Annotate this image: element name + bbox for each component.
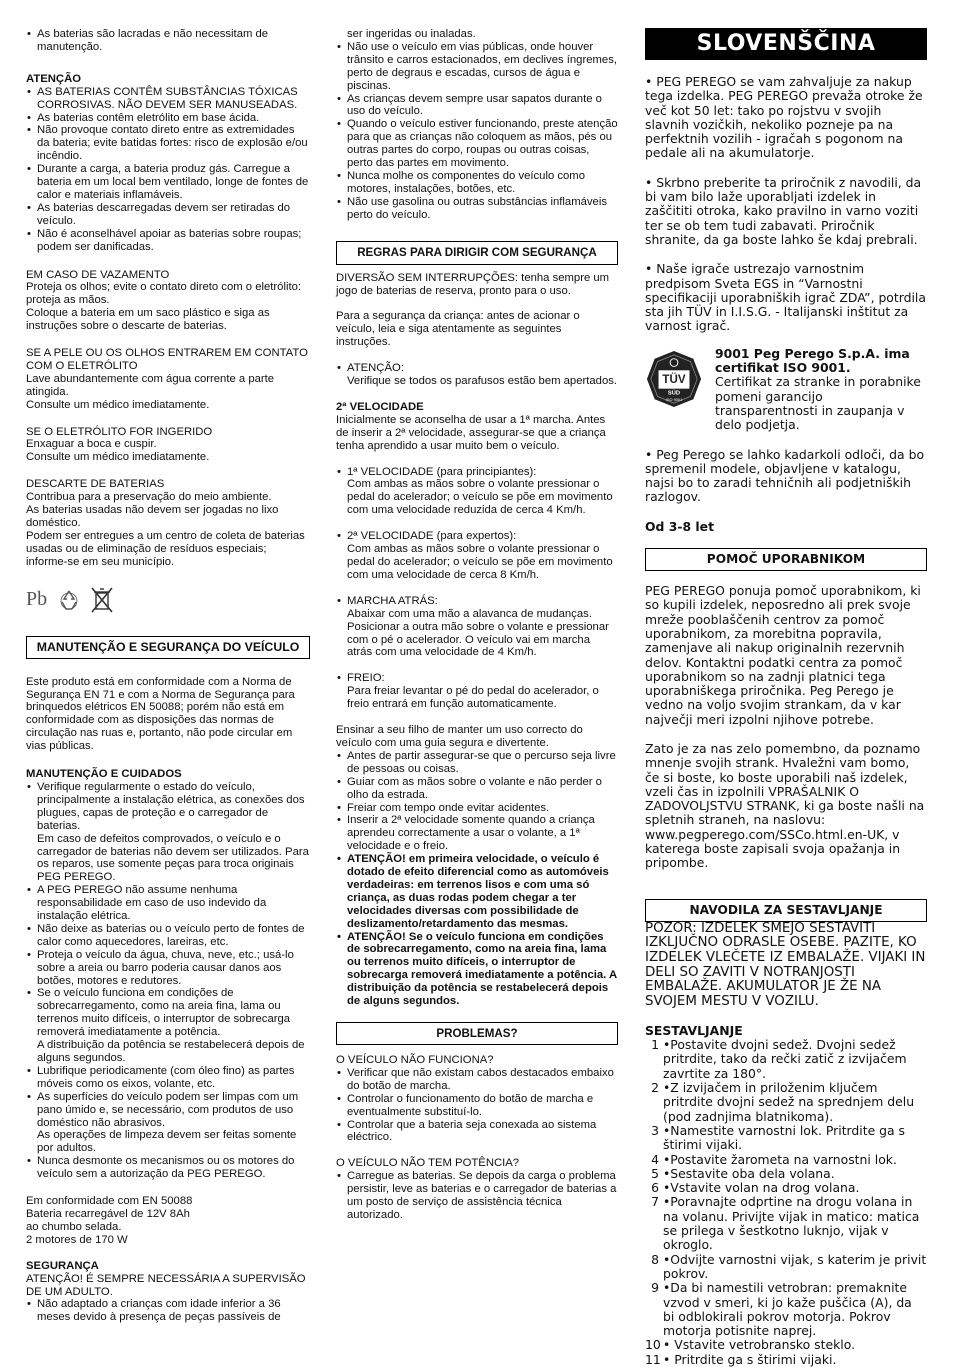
seguranca-list — [26, 1298, 310, 1324]
list-item: • 1ª VELOCIDADE (para principiantes): Com ambas as mãos sobre o volante pressionar o pedal do acelerador; o veículo se põe em movimento com uma velocidade reduzida de cerca 4 Km/h. — [336, 466, 618, 518]
assembly-step: 4 •Postavite žarometa na varnostni lok. — [645, 1153, 927, 1167]
pb-symbol: Pb — [26, 588, 48, 611]
ensinar-list — [336, 750, 618, 1008]
tuv-sub-label: SÜD — [667, 390, 681, 397]
list-item: • Durante a carga, a bateria produz gás. Carregue a bateria em um local bem ventilado, longe de fontes de calor e materiais inflamáveis. — [26, 163, 310, 202]
column-portuguese-batteries — [26, 0, 310, 1324]
vel2-text: Inicialmente se aconselha de usar a 1ª marcha. Antes de inserir a 2ª velocidade, assegurar-se que a criança tenha aprendido a usar muito bem o veículo. — [336, 413, 606, 452]
assembly-step: 9 •Da bi namestili vetrobran: premaknite vzvod v smeri, ki jo kaže puščica (A), da bi odblokirali pokrov motorja. Pokrov motorja potisnite naprej. — [645, 1281, 927, 1338]
list-item: • Carregue as baterias. Se depois da carga o problema persistir, leve as baterias e o carregador de baterias a um posto de serviço de assistência técnica autorizado. — [336, 1170, 618, 1222]
navodila-heading: NAVODILA ZA SESTAVLJANJE — [645, 899, 927, 922]
list-item: • Proteja o veículo da água, chuva, neve, etc.; usá-lo sobre a areia ou barro poderia causar danos aos botões, motores e redutores. — [26, 949, 310, 988]
list-item: • Não use o veículo em vias públicas, onde houver trânsito e carros estacionados, em declives íngremes, perto de degraus e escadas, cursos de água e piscinas. — [336, 41, 618, 93]
list-item: • Freiar com tempo onde evitar acidentes. — [336, 802, 618, 815]
ensinar-text: Ensinar a seu filho de manter um uso correcto do veículo com uma guia segura e divertente. — [336, 724, 583, 749]
list-item: • Verificar que não existam cabos destacados embaixo do botão de marcha. — [336, 1067, 618, 1093]
intro-paragraph-1: • PEG PEREGO se vam zahvaljuje za nakup tega izdelka. PEG PEREGO prevaža otroke že več kot 50 let: tako po rojstvu v svojih slavnih vozičkih, nekoliko pozneje pa na perfektnih vozilih - igračah s pogonom na pedale ali na akumulatorje. — [645, 74, 923, 161]
column-portuguese-driving — [336, 0, 618, 1222]
cuidados-list — [26, 781, 310, 1181]
cuidados-heading: MANUTENÇÃO E CUIDADOS — [26, 768, 182, 781]
recycle-icon — [57, 588, 81, 612]
list-item: • Guiar com as mãos sobre o volante e não perder o olho da estrada. — [336, 776, 618, 802]
assembly-step: 10 • Vstavite vetrobransko steklo. — [645, 1338, 927, 1352]
list-item: • As baterias são lacradas e não necessitam de manutenção. — [26, 28, 310, 54]
diversao-text: DIVERSÃO SEM INTERRUPÇÕES: tenha sempre um jogo de baterias de reserva, pronto para o uso. — [336, 271, 610, 297]
sestavljanje-heading: SESTAVLJANJE — [645, 1022, 743, 1038]
pomoc-paragraph-2: Zato je za nas zelo pomembno, da poznamo mnenje svojih strank. Hvaležni vam bomo, če si boste, ko boste uporabili naš izdelek, vzeli čas in izpolnili VPRAŠALNIK O ZADOVOLJSTVU STRANK, ki ga boste našli na spletnih straneh, na naslovu: www.pegperego.com/SSCo.html.en-UK, v katerega boste zapisali svoja opažanja in pripombe. — [645, 740, 925, 871]
list-item: • Não é aconselhável apoiar as baterias sobre roupas; podem ser danificadas. — [26, 228, 310, 254]
list-item: • Nunca molhe os componentes do veículo como motores, instalações, botões, etc. — [336, 170, 618, 196]
battery-intro-list — [26, 28, 310, 54]
specs-text: Em conformidade com EN 50088 Bateria recarregável de 12V 8Ah ao chumbo selada. 2 motores de 170 W — [26, 1195, 193, 1246]
continued-text: ser ingeridas ou inaladas. — [347, 28, 476, 40]
list-item: • Não adaptado a crianças com idade inferior a 36 meses devido à presença de peças passíveis de — [26, 1298, 310, 1324]
assembly-step: 11 • Pritrdite ga s štirimi vijaki. — [645, 1353, 927, 1367]
list-item: • MARCHA ATRÁS: Abaixar com uma mão a alavanca de mudanças. Posicionar a outra mão sobre o volante e pressionar com o pé o acelerador. O veículo vai em marcha atrás com uma velocidade de 4 Km/h. — [336, 595, 618, 660]
list-item: • Controlar o funcionamento do botão de marcha e eventualmente substituí-lo. — [336, 1093, 618, 1119]
manutencao-heading: MANUTENÇÃO E SEGURANÇA DO VEÍCULO — [26, 636, 310, 659]
disposal-symbols — [26, 583, 310, 617]
list-item: • Antes de partir assegurar-se que o percurso seja livre de pessoas ou coisas. — [336, 750, 618, 776]
atencao-heading: ATENÇÃO — [26, 72, 82, 85]
list-item: • Inserir a 2ª velocidade somente quando a criança aprendeu correctamente a usar o volante, a 1ª velocidade e o freio. — [336, 814, 618, 853]
list-item: • Não use gasolina ou outras substâncias inflamáveis perto do veículo. — [336, 196, 618, 222]
assembly-step: 5 •Sestavite oba dela volana. — [645, 1167, 927, 1181]
list-item: • As crianças devem sempre usar sapatos durante o uso do veículo. — [336, 93, 618, 119]
assembly-step: 8 •Odvijte varnostni vijak, s katerim je privit pokrov. — [645, 1253, 927, 1282]
list-item: • Lubrifique periodicamente (com óleo fino) as partes móveis como os eixos, volante, etc. — [26, 1065, 310, 1091]
list-item: • FREIO: Para freiar levantar o pé do pedal do acelerador, o freio entrará em função automaticamente. — [336, 672, 618, 711]
assembly-step: 1 •Postavite dvojni sedež. Dvojni sedež pritrdite, tako da rečki zatič z izvijačem zavrtite za 180°. — [645, 1038, 927, 1081]
atencao-list — [336, 362, 618, 388]
tuv-certification-icon — [645, 350, 703, 408]
list-item: • Verifique regularmente o estado do veículo, principalmente a instalação elétrica, as conexões dos plugues, capas de proteção e o carregador de baterias. Em caso de defeitos comprovados, o veículo e o carregador de baterias não devem ser utilizados. Para os reparos, use somente peças para troca originais PEG PEREGO. — [26, 781, 310, 884]
list-item: • As baterias descarregadas devem ser retiradas do veículo. — [26, 202, 310, 228]
assembly-step: 2 •Z izvijačem in priloženim ključem pritrdite dvojni sedež na sprednjem delu (pod zadnjima blatnikoma). — [645, 1081, 927, 1124]
list-item: • 2ª VELOCIDADE (para expertos): Com ambas as mãos sobre o volante pressionar o pedal do acelerador; o veículo se põe em movimento com uma velocidade de cerca 8 Km/h. — [336, 530, 618, 582]
list-item: • Controlar que a bateria seja conexada ao sistema eléctrico. — [336, 1119, 618, 1145]
list-item: • Se o veículo funciona em condições de sobrecarregamento, como na areia fina, lama ou terrenos muito difíceis, o interruptor de sobrecarga removerá imediatamente a potência. A distribuição da potência se restabelecerá depois de alguns segundos. — [26, 987, 310, 1064]
vel2-heading: 2ª VELOCIDADE — [336, 400, 424, 413]
assembly-steps — [645, 1038, 927, 1367]
descarte-text: DESCARTE DE BATERIAS Contribua para a preservação do meio ambiente. As baterias usadas não devem ser jogadas no lixo doméstico. Podem ser entregues a um centro de coleta de baterias usadas ou de eliminação de resíduos especiais; informe-se em seu município. — [26, 478, 305, 568]
nao-funciona-heading: O VEÍCULO NÃO FUNCIONA? — [336, 1054, 494, 1066]
page-title: SLOVENŠČINA — [645, 28, 927, 60]
age-range: Od 3-8 let — [645, 518, 714, 534]
problemas-heading: PROBLEMAS? — [336, 1022, 618, 1045]
conformidade-text: Este produto está em conformidade com a Norma de Segurança EN 71 e com a Norma de Segurança para brinquedos elétricos EN 50088; porém não está em conformidade com as disposições das normas de circulação nas ruas e, portanto, não pode circular em vias públicas. — [26, 675, 295, 753]
vazamento-text: EM CASO DE VAZAMENTO Proteja os olhos; evite o contato direto com o eletrólito: proteja as mãos. Coloque a bateria em um saco plástico e siga as instruções sobre o descarte de baterias. — [26, 268, 302, 333]
tuv-iso-label: ISO 9001 — [665, 397, 683, 402]
crossed-bin-icon — [89, 585, 115, 615]
seguranca-heading: SEGURANÇA — [26, 1259, 99, 1272]
list-item: • ATENÇÃO! em primeira velocidade, o veículo é dotado de efeito diferencial como as automóveis verdadeiras: em terrenos lisos e com uma só criança, as duas rodas podem chegar a ter velocidades diversas com possibilidade de deslizamento/retardamento das mesmas. — [336, 853, 618, 930]
list-item: • Não deixe as baterias ou o veículo perto de fontes de calor como aquecedores, lareiras, etc. — [26, 923, 310, 949]
seguranca-text: ATENÇÃO! É SEMPRE NECESSÁRIA A SUPERVISÃO DE UM ADULTO. — [26, 1272, 306, 1298]
seguranca-crianca-text: Para a segurança da criança: antes de acionar o veículo, leia e siga atentamente as seguintes instruções. — [336, 310, 580, 349]
nao-funciona-list — [336, 1067, 618, 1144]
tuv-label: TÜV — [662, 372, 686, 386]
list-item: • Não provoque contato direto entre as extremidades da bateria; evite batidas fortes: risco de explosão e/ou incêndio. — [26, 124, 310, 163]
sem-potencia-list — [336, 1170, 618, 1222]
intro-paragraph-2: • Skrbno preberite ta priročnik z navodili, da bi vam bilo laže uporabljati izdelek in zaščititi otroka, kako pravilno in varno voziti ter se ob tem tudi zabavati. Priročnik shranite, da ga boste lahko še kdaj prebrali. — [645, 174, 922, 247]
ingerido-text: SE O ELETRÓLITO FOR INGERIDO Enxaguar a boca e cuspir. Consulte um médico imediatamente. — [26, 425, 213, 464]
list-item: • ATENÇÃO: Verifique se todos os parafusos estão bem apertados. — [336, 362, 618, 388]
list-item: • ATENÇÃO! Se o veículo funciona em condições de sobrecarregamento, como na areia fina, lama ou terrenos muito difíceis, o interruptor de sobrecarga removerá imediatamente a potência. A distribuição da potência se restabelecerá depois de alguns segundos. — [336, 931, 618, 1008]
sem-potencia-heading: O VEÍCULO NÃO TEM POTÊNCIA? — [336, 1157, 520, 1170]
regras-heading: REGRAS PARA DIRIGIR COM SEGURANÇA — [336, 241, 618, 265]
pele-olhos-text: SE A PELE OU OS OLHOS ENTRAREM EM CONTATO COM O ELETRÓLITO Lave abundantemente com água corrente a parte atingida. Consulte um médico imediatamente. — [26, 347, 308, 411]
list-item: • Nunca desmonte os mecanismos ou os motores do veículo sem a autorização da PEG PEREGO. — [26, 1155, 310, 1181]
list-item: • As superfícies do veículo podem ser limpas com um pano úmido e, se necessário, com produtos de uso doméstico não abrasivos. As operações de limpeza devem ser feitas somente por adultos. — [26, 1091, 310, 1156]
assembly-step: 6 •Vstavite volan na drog volana. — [645, 1181, 927, 1195]
list-item: • AS BATERIAS CONTÊM SUBSTÂNCIAS TÓXICAS CORROSIVAS. NÃO DEVEM SER MANUSEADAS. — [26, 86, 310, 112]
pomoc-heading: POMOČ UPORABNIKOM — [645, 548, 927, 571]
intro-paragraph-4: • Peg Perego se lahko kadarkoli odloči, da bo spremenil modele, objavljene v katalogu, najsi bo to zaradi tehničnih ali podjetniških razlogov. — [645, 446, 925, 505]
list-item: • Quando o veículo estiver funcionando, preste atenção para que as crianças não coloquem as mãos, pés ou outras partes do corpo, roupas ou outras coisas, perto das partes em movimento. — [336, 118, 618, 170]
column-slovenian — [645, 0, 927, 1367]
assembly-step: 7 •Poravnajte odprtine na drogu volana in na volanu. Privijte vijak in matico: matica se prilega v šestkotno luknjo, vijak v okroglo. — [645, 1195, 927, 1252]
certification-block — [645, 347, 927, 433]
certification-text — [715, 347, 927, 433]
intro-paragraph-3: • Naše igrače ustrezajo varnostnim predpisom Sveta EGS in “Varnostni specifikaciji uporabniških igrač ZDA”, potrdila sta jih TÜV in I.I.S.G. - Italijanski inštitut za varnost igrač. — [645, 261, 926, 334]
pomoc-paragraph-1: PEG PEREGO ponuja pomoč uporabnikom, ki so kupili izdelek, neposredno ali prek svoje mreže pooblaščenih centrov za pomoč uporabnikom, za morebitna popravila, zamenjave ali nakup originalnih rezervnih delov. Kontaktni podatki centra za pomoč uporabnikom so na zadnji platnici tega uporabniškega priročnika. Peg Perego je vedno na voljo svojim strankam, da v kar največji meri izpolni njihove potrebe. — [645, 583, 921, 727]
assembly-step: 3 •Namestite varnostni lok. Pritrdite ga s štirimi vijaki. — [645, 1124, 927, 1153]
cert-text: Certifikat za stranke in porabnike pomeni garancijo transparentnosti in zaupanja v delo podjetja. — [715, 374, 921, 433]
speed-list — [336, 466, 618, 712]
atencao-list — [26, 86, 310, 254]
cert-bold-text: 9001 Peg Perego S.p.A. ima certifikat ISO 9001. — [715, 345, 910, 376]
list-item: • As baterias contêm eletrólito em base ácida. — [26, 112, 310, 125]
list-item: • A PEG PEREGO não assume nenhuma responsabilidade em caso de uso indevido da instalação elétrica. — [26, 884, 310, 923]
safety-list — [336, 41, 618, 222]
pozor-text: POZOR: IZDELEK SMEJO SESTAVITI IZKLJUČNO ODRASLE OSEBE. PAZITE, KO IZDELEK VLEČETE IZ EMBALAŽE. VIJAKI IN DELI SO ZAVITI V NOTRANJOSTI EMBALAŽE. AKUMULATOR JE ŽE NA SVOJEM MESTU V VOZILU. — [645, 920, 926, 1010]
